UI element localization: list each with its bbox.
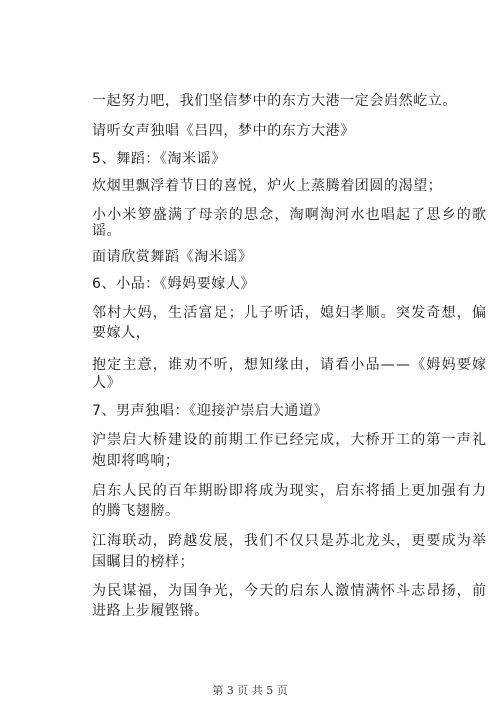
text-line-7: 面请欣赏舞蹈《淘米谣》 bbox=[92, 249, 253, 265]
section-heading-male-solo: 7、男声独唱：《迎接沪崇启大通道》 bbox=[92, 403, 329, 419]
text-line-18: 江海联动，跨越发展，我们不仅只是苏北龙头，更要成为举 bbox=[92, 533, 488, 549]
text-line-6: 谣。 bbox=[92, 223, 122, 239]
text-line-17: 的腾飞翅膀。 bbox=[92, 503, 180, 519]
section-heading-skit: 6、小品：《姆妈要嫁人》 bbox=[92, 276, 256, 292]
text-line-1: 一起努力吧，我们坚信梦中的东方大港一定会岿然屹立。 bbox=[92, 93, 457, 109]
section-heading-dance: 5、舞蹈：《淘米谣》 bbox=[92, 151, 226, 167]
text-line-14: 沪崇启大桥建设的前期工作已经完成，大桥开工的第一声礼 bbox=[92, 432, 488, 448]
text-line-9: 邻村大妈，生活富足；儿子听话，媳妇孝顺。突发奇想，偏 bbox=[92, 305, 488, 321]
text-line-12: 人》 bbox=[92, 375, 122, 391]
text-line-20: 为民谋福，为国争光，今天的启东人激情满怀斗志昂扬，前 bbox=[92, 583, 488, 599]
text-line-15: 炮即将鸣响； bbox=[92, 453, 180, 469]
text-line-21: 进路上步履铿锵。 bbox=[92, 603, 209, 619]
page-number-footer: 第 3 页 共 5 页 bbox=[212, 684, 288, 697]
text-line-11: 抱定主意，谁劝不听，想知缘由，请看小品——《姆妈要嫁 bbox=[92, 357, 488, 373]
text-line-19: 国瞩目的榜样； bbox=[92, 554, 195, 570]
text-line-2: 请听女声独唱《吕四，梦中的东方大港》 bbox=[92, 123, 355, 139]
text-line-16: 启东人民的百年期盼即将成为现实，启东将插上更加强有力 bbox=[92, 483, 488, 499]
text-line-10: 要嫁人， bbox=[92, 325, 151, 341]
text-line-5: 小小米箩盛满了母亲的思念，淘啊淘河水也唱起了思乡的歌 bbox=[92, 207, 488, 223]
text-line-4: 炊烟里飘浮着节日的喜悦，炉火上蒸腾着团圆的渴望； bbox=[92, 178, 443, 194]
